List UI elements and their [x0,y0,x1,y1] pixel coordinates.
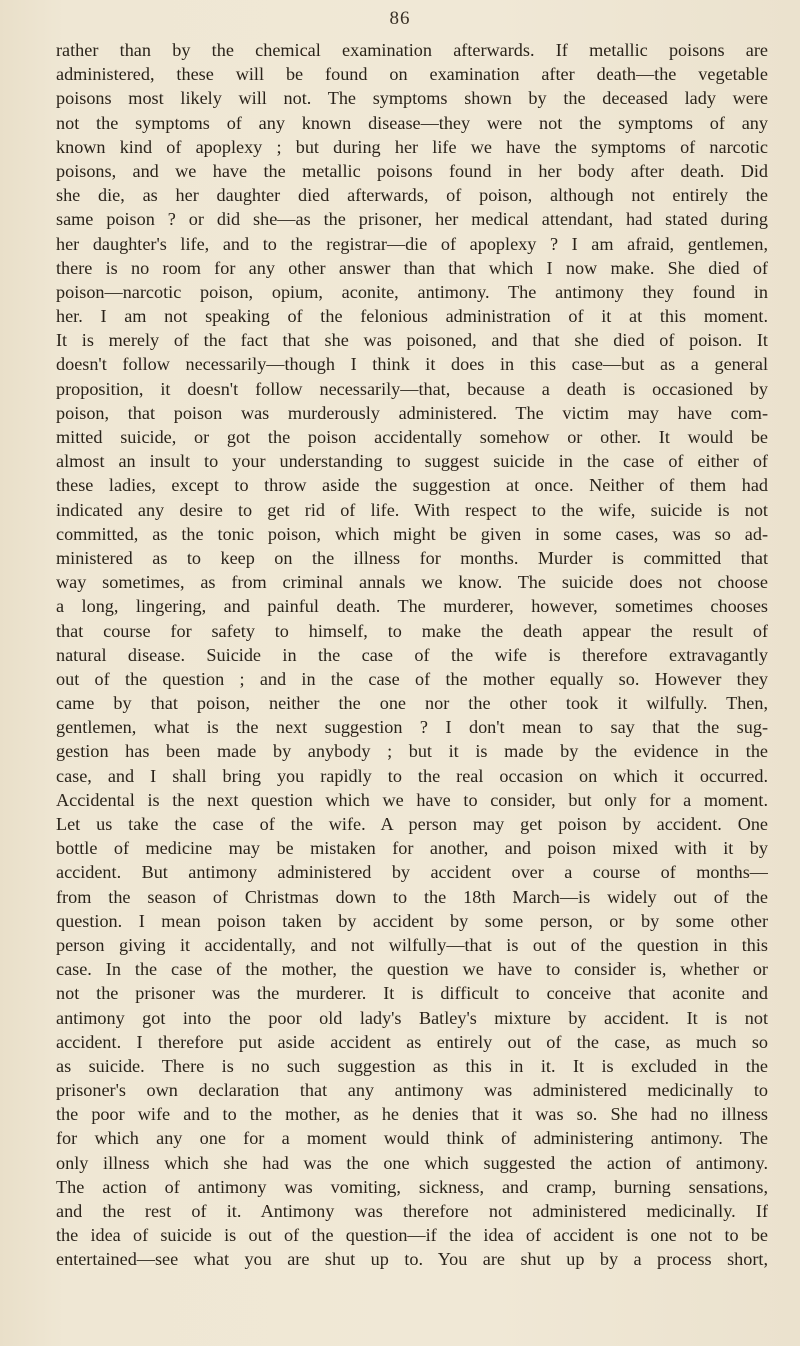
text-line: poisons, and we have the metallic poisons found in her body after death. Did [56,160,768,181]
text-line: and the rest of it. Antimony was therefore not administered medicinally. If [56,1201,768,1221]
text-line: same poison ? or did she—as the prisoner, her medical attendant, had stated during [56,209,768,230]
text-line: not the prisoner was the murderer. It is difficult to conceive that aconite and [56,983,768,1004]
text-line: administered, these will be found on examination after death—the vegetable [56,64,768,85]
text-line: rather than by the chemical examination afterwards. If metallic poisons are [56,40,768,60]
text-line: poison, that poison was murderously administered. The victim may have com- [56,402,768,423]
text-line: known kind of apoplexy ; but during her life we have the symptoms of narcotic [56,136,768,157]
body-text [56,38,768,1272]
text-line: not the symptoms of any known disease—they were not the symptoms of any [56,112,768,133]
text-line: poisons most likely will not. The symptoms shown by the deceased lady were [56,88,768,109]
text-line: as suicide. There is no such suggestion as this in it. It is excluded in the [56,1055,768,1076]
text-line: came by that poison, neither the one nor the other took it wilfully. Then, [56,693,768,714]
text-line: antimony got into the poor old lady's Batley's mixture by accident. It is not [56,1007,768,1028]
text-line: these ladies, except to throw aside the suggestion at once. Neither of them had [56,475,768,496]
text-line: the idea of suicide is out of the question—if the idea of accident is one not to be [56,1225,768,1246]
text-line: only illness which she had was the one which suggested the action of antimony. [56,1152,768,1173]
text-line: a long, lingering, and painful death. The murderer, however, sometimes chooses [56,596,768,617]
text-line: out of the question ; and in the case of the mother equally so. However they [56,668,768,689]
text-line: her daughter's life, and to the registrar—die of apoplexy ? I am afraid, gentlemen, [56,233,768,254]
page-number: 86 [389,8,411,29]
text-line: Let us take the case of the wife. A person may get poison by accident. One [56,814,768,834]
text-line: the poor wife and to the mother, as he denies that it was so. She had no illness [56,1104,768,1125]
text-line: way sometimes, as from criminal annals we know. The suicide does not choose [56,572,768,593]
text-line: indicated any desire to get rid of life. With respect to the wife, suicide is not [56,499,768,520]
text-line: doesn't follow necessarily—though I think it does in this case—but as a general [56,354,768,375]
text-line: case, and I shall bring you rapidly to the real occasion on which it occurred. [56,765,768,786]
text-line: that course for safety to himself, to make the death appear the result of [56,620,768,641]
text-line: poison—narcotic poison, opium, aconite, antimony. The antimony they found in [56,281,768,302]
text-line: bottle of medicine may be mistaken for another, and poison mixed with it by [56,838,768,859]
text-line: her. I am not speaking of the felonious administration of it at this moment. [56,306,768,327]
text-line: mitted suicide, or got the poison accidentally somehow or other. It would be [56,427,768,447]
text-line: question. I mean poison taken by accident by some person, or by some other [56,910,768,931]
text-line: accident. I therefore put aside accident as entirely out of the case, as much so [56,1031,768,1052]
text-line: prisoner's own declaration that any antimony was administered medicinally to [56,1080,768,1101]
text-line: entertained—see what you are shut up to. You are shut up by a process short, [56,1249,768,1270]
text-line: gestion has been made by anybody ; but it is made by the evidence in the [56,741,768,762]
text-line: The action of antimony was vomiting, sickness, and cramp, burning sensations, [56,1176,768,1197]
text-line: gentlemen, what is the next suggestion ? I don't mean to say that the sug- [56,717,768,738]
text-line: almost an insult to your understanding to suggest suicide in the case of either of [56,451,768,472]
text-line: Accidental is the next question which we have to consider, but only for a moment. [56,789,768,810]
text-line: proposition, it doesn't follow necessarily—that, because a death is occasioned by [56,378,768,399]
text-line: case. In the case of the mother, the question we have to consider is, whether or [56,959,768,980]
text-line: she die, as her daughter died afterwards, of poison, although not entirely the [56,185,768,206]
text-line: for which any one for a moment would think of administering antimony. The [56,1128,768,1149]
text-line: from the season of Christmas down to the 18th March—is widely out of the [56,886,768,907]
text-line: ministered as to keep on the illness for months. Murder is committed that [56,547,768,568]
text-line: person giving it accidentally, and not wilfully—that is out of the question in this [56,934,768,955]
text-line: committed, as the tonic poison, which might be given in some cases, was so ad- [56,523,768,544]
text-line: natural disease. Suicide in the case of the wife is therefore extravagantly [56,644,768,665]
text-line: It is merely of the fact that she was poisoned, and that she died of poison. It [56,330,768,351]
text-line: accident. But antimony administered by accident over a course of months— [56,862,768,883]
text-line: there is no room for any other answer than that which I now make. She died of [56,257,768,278]
